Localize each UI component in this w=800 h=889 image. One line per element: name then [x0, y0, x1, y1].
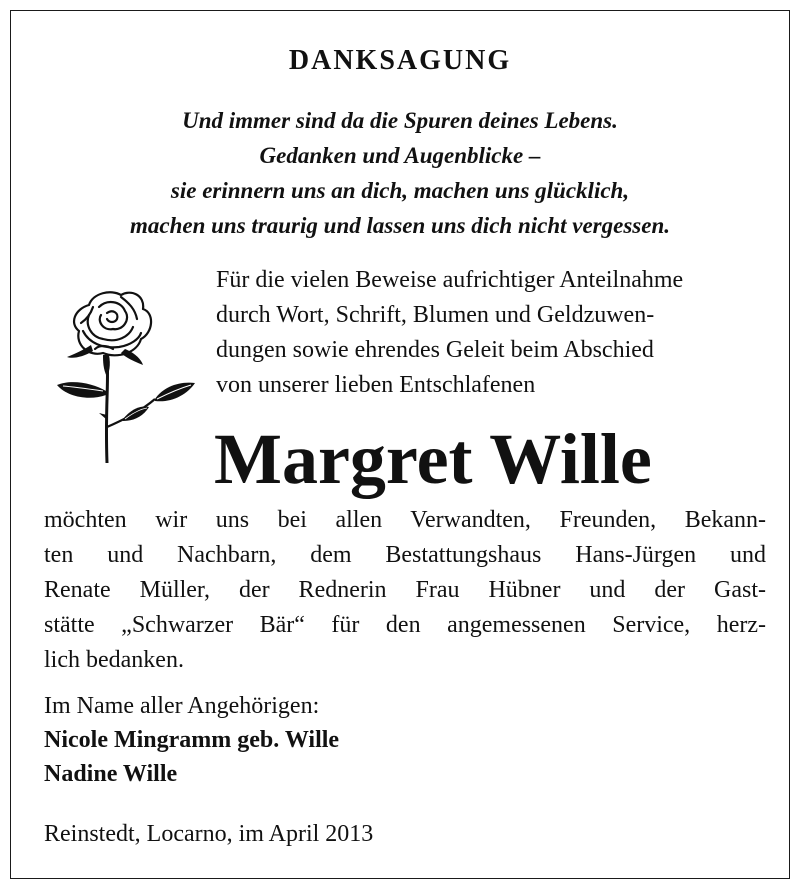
signoff-intro: Im Name aller Angehörigen:: [44, 693, 320, 719]
memorial-poem: [11, 103, 789, 243]
thanks-line: lich bedanken.: [44, 647, 184, 673]
thanks-line: stätte „Schwarzer Bär“ für den angemessenen Service, herz-: [44, 612, 766, 638]
signer-name: Nadine Wille: [44, 761, 178, 787]
notice-heading: DANKSAGUNG: [288, 45, 512, 76]
poem-line: Gedanken und Augenblicke –: [259, 143, 541, 168]
rose-icon: [37, 287, 197, 463]
deceased-name: Margret Wille: [214, 419, 652, 499]
obituary-notice: [10, 10, 790, 879]
poem-line: machen uns traurig und lassen uns dich nicht vergessen.: [130, 213, 670, 238]
thanks-text: [44, 503, 766, 678]
intro-line: dungen sowie ehrendes Geleit beim Abschied: [216, 337, 654, 363]
thanks-line: ten und Nachbarn, dem Bestattungshaus Hans-Jürgen und: [44, 542, 766, 568]
signoff: [44, 689, 339, 791]
intro-text: [216, 263, 766, 403]
intro-line: von unserer lieben Entschlafenen: [216, 372, 536, 398]
poem-line: Und immer sind da die Spuren deines Lebens.: [182, 108, 618, 133]
thanks-line: möchten wir uns bei allen Verwandten, Freunden, Bekann-: [44, 507, 766, 533]
intro-line: Für die vielen Beweise aufrichtiger Anteilnahme: [216, 267, 684, 293]
intro-line: durch Wort, Schrift, Blumen und Geldzuwen-: [216, 302, 655, 328]
thanks-line: Renate Müller, der Rednerin Frau Hübner und der Gast-: [44, 577, 766, 603]
poem-line: sie erinnern uns an dich, machen uns glücklich,: [170, 178, 630, 203]
place-date: Reinstedt, Locarno, im April 2013: [44, 821, 374, 847]
signer-name: Nicole Mingramm geb. Wille: [44, 727, 340, 753]
